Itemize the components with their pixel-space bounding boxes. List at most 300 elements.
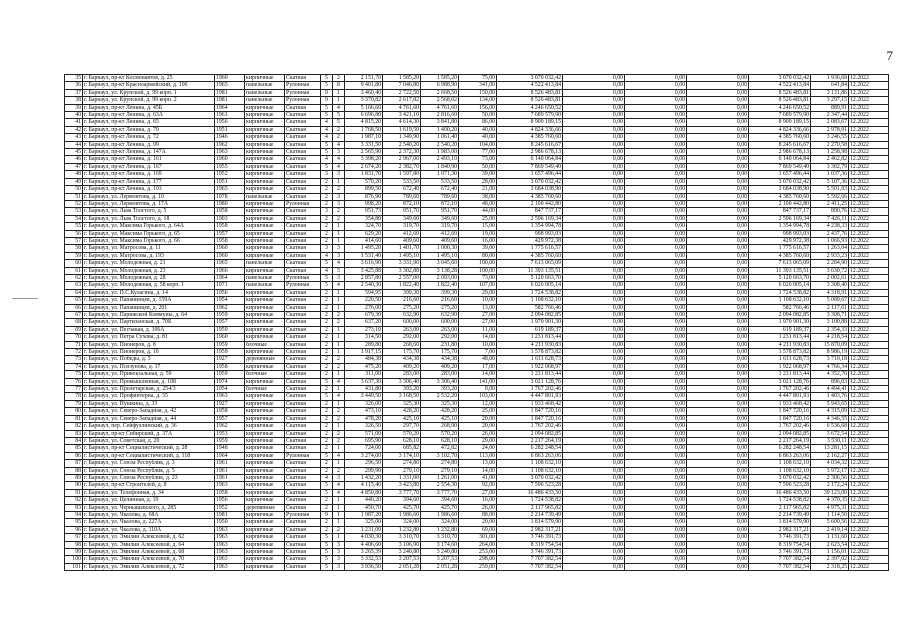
cell-completion-date: 12.2022	[849, 408, 889, 415]
cell-total-cost: 2 982 317,21	[497, 526, 563, 533]
cell-premises-area: 3 168,50	[383, 393, 421, 400]
table-row	[65, 489, 889, 496]
cell-owner-share: 0,00	[687, 437, 749, 444]
cell-total-cost: 1 847 720,16	[497, 408, 563, 415]
cell-row-number: 56	[65, 230, 83, 237]
cell-residential-area: 409,20	[421, 363, 459, 370]
cell-total-area: 951,73	[345, 208, 383, 215]
cell-budget-share: 0,00	[625, 563, 687, 570]
cell-residential-area: 275,20	[421, 304, 459, 311]
cell-residential-area: 3 240,80	[421, 549, 459, 556]
cell-budget-share: 0,00	[625, 511, 687, 518]
cell-entrances: 3	[333, 274, 345, 281]
cell-premises-area: 1 331,00	[383, 474, 421, 481]
cell-budget-share: 0,00	[625, 171, 687, 178]
cell-total-cost: 4 522 413,84	[497, 82, 563, 89]
cell-row-number: 54	[65, 215, 83, 222]
cell-roof-type: Скатная	[285, 237, 321, 244]
cell-premises-area: 4 761,60	[383, 104, 421, 111]
cell-budget-share: 0,00	[625, 534, 687, 541]
cell-wall-material: кирпичные	[245, 171, 285, 178]
cell-total-cost: 1 767 202,46	[497, 423, 563, 430]
cell-roof-type: Рулонная	[285, 274, 321, 281]
cell-fund-cost: 2 100 442,80	[749, 200, 811, 207]
cell-budget-share: 0,00	[625, 304, 687, 311]
cell-owner-share: 0,00	[687, 393, 749, 400]
cell-year-built: 1960	[215, 156, 245, 163]
cell-residential-area: 393,20	[421, 386, 459, 393]
cell-fund-share: 0,00	[563, 460, 625, 467]
cell-total-area: 998,20	[345, 200, 383, 207]
cell-residents: 26,00	[459, 430, 497, 437]
cell-row-number: 74	[65, 363, 83, 370]
cell-unit-cost: 3 297,15	[811, 97, 849, 104]
cell-total-cost: 582 766,46	[497, 304, 563, 311]
cell-completion-date: 12.2022	[849, 386, 889, 393]
cell-fund-share: 0,00	[563, 400, 625, 407]
cell-row-number: 36	[65, 82, 83, 89]
cell-address: г. Барнаул, пр-кт Ленина, д. 45Б	[83, 104, 215, 111]
cell-fund-cost: 1 231 813,44	[749, 371, 811, 378]
cell-owner-share: 0,00	[687, 549, 749, 556]
table-row	[65, 163, 889, 170]
cell-wall-material: кирпичные	[245, 149, 285, 156]
table-row	[65, 126, 889, 133]
cell-roof-type: Скатная	[285, 289, 321, 296]
cell-completion-date: 12.2022	[849, 393, 889, 400]
cell-row-number: 43	[65, 134, 83, 141]
cell-residential-area: 872,10	[421, 200, 459, 207]
cell-completion-date: 12.2022	[849, 452, 889, 459]
cell-year-built: 1965	[215, 260, 245, 267]
cell-fund-share: 0,00	[563, 467, 625, 474]
cell-residential-area: 1 071,30	[421, 171, 459, 178]
cell-entrances: 3	[333, 541, 345, 548]
cell-roof-type: Скатная	[285, 445, 321, 452]
cell-unit-cost: 2 437,76	[811, 230, 849, 237]
cell-fund-cost: 1 933 468,42	[749, 400, 811, 407]
cell-residents: 301,00	[459, 534, 497, 541]
cell-residential-area: 1 000,30	[421, 245, 459, 252]
cell-total-area: 475,20	[345, 363, 383, 370]
cell-completion-date: 12.2022	[849, 511, 889, 518]
cell-entrances: 2	[333, 415, 345, 422]
cell-residents: 16,00	[459, 497, 497, 504]
cell-floors: 2	[321, 289, 333, 296]
cell-total-area: 1 432,20	[345, 474, 383, 481]
cell-entrances: 4	[333, 482, 345, 489]
cell-completion-date: 12.2022	[849, 156, 889, 163]
cell-residents: 28,00	[459, 178, 497, 185]
cell-roof-type: Скатная	[285, 230, 321, 237]
cell-residential-area: 1 983,00	[421, 149, 459, 156]
cell-floors: 9	[321, 511, 333, 518]
cell-roof-type: Рулонная	[285, 511, 321, 518]
cell-total-area: 484,38	[345, 356, 383, 363]
cell-year-built: 1964	[215, 104, 245, 111]
cell-year-built: 1961	[215, 467, 245, 474]
cell-total-cost: 3 746 391,73	[497, 534, 563, 541]
cell-residential-area: 472,82	[421, 445, 459, 452]
cell-roof-type: Скатная	[285, 371, 321, 378]
cell-completion-date: 12.2022	[849, 200, 889, 207]
cell-entrances: 1	[333, 230, 345, 237]
cell-floors: 9	[321, 97, 333, 104]
cell-residential-area: 2 493,10	[421, 156, 459, 163]
cell-residential-area: 263,00	[421, 326, 459, 333]
cell-roof-type: Скатная	[285, 482, 321, 489]
cell-premises-area: 3 302,88	[383, 267, 421, 274]
table-row	[65, 378, 889, 385]
cell-roof-type: Скатная	[285, 178, 321, 185]
cell-owner-share: 0,00	[687, 556, 749, 563]
cell-fund-cost: 4 824 336,66	[749, 126, 811, 133]
cell-entrances: 1	[333, 289, 345, 296]
cell-residents: 75,00	[459, 75, 497, 82]
table-row	[65, 186, 889, 193]
cell-wall-material: деревянные	[245, 504, 285, 511]
cell-total-cost: 8 526 483,81	[497, 97, 563, 104]
cell-year-built: 1927	[215, 356, 245, 363]
cell-owner-share: 0,00	[687, 112, 749, 119]
table-row	[65, 134, 889, 141]
table-row	[65, 97, 889, 104]
cell-premises-area: 951,70	[383, 208, 421, 215]
cell-floors: 2	[321, 408, 333, 415]
cell-residents: 100,00	[459, 267, 497, 274]
cell-owner-share: 0,00	[687, 349, 749, 356]
cell-address: г. Барнаул, ул. Северо-Западная, д. 42	[83, 408, 215, 415]
cell-fund-cost: 1 814 579,90	[749, 519, 811, 526]
cell-entrances: 2	[333, 126, 345, 133]
cell-entrances: 4	[333, 452, 345, 459]
table-row	[65, 326, 889, 333]
cell-row-number: 72	[65, 349, 83, 356]
cell-year-built: 1960	[215, 75, 245, 82]
cell-owner-share: 0,00	[687, 423, 749, 430]
cell-entrances: 2	[333, 75, 345, 82]
cell-owner-share: 0,00	[687, 386, 749, 393]
cell-address: г. Барнаул, ул. Телефонная, д. 34	[83, 489, 215, 496]
cell-total-cost: 2 214 739,49	[497, 511, 563, 518]
cell-floors: 5	[321, 282, 333, 289]
cell-year-built: 1958	[215, 408, 245, 415]
cell-total-cost: 1 108 632,10	[497, 460, 563, 467]
cell-total-area: 450,70	[345, 504, 383, 511]
cell-roof-type: Скатная	[285, 437, 321, 444]
cell-premises-area: 3 310,70	[383, 534, 421, 541]
cell-budget-share: 0,00	[625, 193, 687, 200]
cell-fund-cost: 1 231 813,44	[749, 334, 811, 341]
cell-budget-share: 0,00	[625, 252, 687, 259]
cell-residents: 11,00	[459, 326, 497, 333]
cell-residential-area: 1 986,60	[421, 511, 459, 518]
cell-total-area: 2 674,20	[345, 163, 383, 170]
cell-fund-cost: 2 217 264,19	[749, 437, 811, 444]
cell-completion-date: 12.2022	[849, 378, 889, 385]
cell-owner-share: 0,00	[687, 104, 749, 111]
cell-entrances: 4	[333, 282, 345, 289]
cell-total-cost: 6 863 263,06	[497, 452, 563, 459]
cell-entrances: 1	[333, 519, 345, 526]
table-row	[65, 511, 889, 518]
cell-fund-cost: 1 767 202,46	[749, 386, 811, 393]
cell-roof-type: Скатная	[285, 304, 321, 311]
cell-year-built: 1962	[215, 304, 245, 311]
cell-total-area: 326,00	[345, 400, 383, 407]
cell-total-cost: 4 246 650,52	[497, 104, 563, 111]
cell-completion-date: 12.2022	[849, 504, 889, 511]
cell-wall-material: кирпичные	[245, 408, 285, 415]
cell-total-cost: 3 684 038,90	[497, 186, 563, 193]
cell-row-number: 58	[65, 245, 83, 252]
cell-total-cost: 1 578 873,82	[497, 349, 563, 356]
cell-roof-type: Скатная	[285, 534, 321, 541]
cell-unit-cost: 1 066,93	[811, 237, 849, 244]
cell-wall-material: кирпичные	[245, 215, 285, 222]
cell-residents: 48,00	[459, 200, 497, 207]
cell-roof-type: Скатная	[285, 378, 321, 385]
cell-residents: 92,00	[459, 482, 497, 489]
cell-roof-type: Скатная	[285, 104, 321, 111]
cell-residents: 113,00	[459, 452, 497, 459]
cell-row-number: 84	[65, 437, 83, 444]
table-row	[65, 112, 889, 119]
cell-fund-cost: 7 689 579,90	[749, 112, 811, 119]
cell-fund-share: 0,00	[563, 156, 625, 163]
cell-fund-share: 0,00	[563, 312, 625, 319]
cell-entrances: 4	[333, 260, 345, 267]
cell-floors: 2	[321, 349, 333, 356]
cell-owner-share: 0,00	[687, 319, 749, 326]
cell-floors: 4	[321, 119, 333, 126]
cell-owner-share: 0,00	[687, 297, 749, 304]
cell-entrances: 4	[333, 393, 345, 400]
cell-fund-cost: 6 863 263,06	[749, 452, 811, 459]
cell-residential-area: 1 840,90	[421, 163, 459, 170]
cell-fund-cost: 619 189,37	[749, 326, 811, 333]
cell-total-cost: 6 282 248,54	[497, 445, 563, 452]
cell-unit-cost: 2 978,91	[811, 126, 849, 133]
cell-floors: 2	[321, 230, 333, 237]
table-row	[65, 415, 889, 422]
cell-roof-type: Скатная	[285, 126, 321, 133]
cell-row-number: 75	[65, 371, 83, 378]
cell-premises-area: 425,10	[383, 415, 421, 422]
cell-address: г. Барнаул, ул. Папанинцев, д. 201	[83, 304, 215, 311]
cell-address: г. Барнаул, ул. Чернышевского, д. 285	[83, 504, 215, 511]
cell-total-cost: 2 217 264,19	[497, 437, 563, 444]
cell-completion-date: 12.2022	[849, 252, 889, 259]
cell-year-built: 1963	[215, 563, 245, 570]
cell-entrances: 3	[333, 563, 345, 570]
cell-floors: 3	[321, 171, 333, 178]
cell-floors: 2	[321, 519, 333, 526]
cell-row-number: 78	[65, 393, 83, 400]
cell-roof-type: Скатная	[285, 356, 321, 363]
cell-wall-material: деревянные	[245, 356, 285, 363]
cell-fund-share: 0,00	[563, 126, 625, 133]
cell-floors: 5	[321, 141, 333, 148]
cell-fund-share: 0,00	[563, 504, 625, 511]
cell-total-area: 4 115,40	[345, 482, 383, 489]
cell-fund-cost: 7 596 523,28	[749, 482, 811, 489]
cell-unit-cost: 2 306,56	[811, 474, 849, 481]
table-row	[65, 119, 889, 126]
cell-entrances: 2	[333, 215, 345, 222]
cell-year-built: 1963	[215, 556, 245, 563]
cell-entrances: 1	[333, 237, 345, 244]
table-row	[65, 215, 889, 222]
cell-address: г. Барнаул, ул. Крупской, д. 99 корп. 1	[83, 89, 215, 96]
cell-residential-area: 3 045,60	[421, 260, 459, 267]
cell-year-built: 1955	[215, 163, 245, 170]
cell-floors: 2	[321, 200, 333, 207]
cell-total-area: 571,00	[345, 430, 383, 437]
cell-fund-share: 0,00	[563, 393, 625, 400]
cell-floors: 5	[321, 556, 333, 563]
cell-wall-material: панельные	[245, 193, 285, 200]
cell-roof-type: Скатная	[285, 408, 321, 415]
cell-residents: 73,00	[459, 274, 497, 281]
cell-address: г. Барнаул, ул. Северо-Западная, д. 44	[83, 415, 215, 422]
cell-year-built: 1953	[215, 430, 245, 437]
cell-residential-area: 3 174,60	[421, 541, 459, 548]
cell-roof-type: Скатная	[285, 245, 321, 252]
cell-total-area: 724,00	[345, 445, 383, 452]
cell-budget-share: 0,00	[625, 208, 687, 215]
cell-completion-date: 12.2022	[849, 430, 889, 437]
cell-total-cost: 4 385 760,60	[497, 134, 563, 141]
cell-budget-share: 0,00	[625, 437, 687, 444]
cell-fund-share: 0,00	[563, 215, 625, 222]
cell-owner-share: 0,00	[687, 274, 749, 281]
cell-owner-share: 0,00	[687, 445, 749, 452]
table-row	[65, 312, 889, 319]
cell-roof-type: Рулонная	[285, 452, 321, 459]
cell-premises-area: 425,70	[383, 504, 421, 511]
cell-row-number: 85	[65, 445, 83, 452]
cell-entrances: 1	[333, 89, 345, 96]
cell-residents: 141,00	[459, 378, 497, 385]
cell-row-number: 89	[65, 474, 83, 481]
cell-address: г. Барнаул, ул. Эмилии Алексеевой, д. 72	[83, 563, 215, 570]
cell-address: г. Барнаул, ул. П.С.Кулагина, д. 14	[83, 289, 215, 296]
cell-owner-share: 0,00	[687, 156, 749, 163]
cell-roof-type: Скатная	[285, 415, 321, 422]
cell-entrances: 3	[333, 474, 345, 481]
cell-total-area: 273,10	[345, 326, 383, 333]
cell-address: г. Барнаул, ул. Советская, д. 20	[83, 437, 215, 444]
cell-year-built: 1958	[215, 237, 245, 244]
cell-completion-date: 12.2022	[849, 482, 889, 489]
cell-residential-area: 4 761,60	[421, 104, 459, 111]
cell-address: г. Барнаул, пр-кт Ленина, д. 63А	[83, 112, 215, 119]
cell-row-number: 96	[65, 526, 83, 533]
cell-owner-share: 0,00	[687, 467, 749, 474]
cell-completion-date: 12.2022	[849, 267, 889, 274]
table-row	[65, 349, 889, 356]
cell-wall-material: кирпичные	[245, 334, 285, 341]
cell-premises-area: 393,20	[383, 386, 421, 393]
table-row	[65, 400, 889, 407]
cell-row-number: 38	[65, 97, 83, 104]
cell-wall-material: кирпичные	[245, 549, 285, 556]
cell-fund-cost: 1 767 202,46	[749, 423, 811, 430]
cell-year-built: 1966	[215, 267, 245, 274]
cell-address: г. Барнаул, ул. Молодежная, д. 58 корп. 1	[83, 282, 215, 289]
cell-residential-area: 2 668,50	[421, 89, 459, 96]
cell-premises-area: 1 619,50	[383, 126, 421, 133]
cell-total-area: 1 495,20	[345, 245, 383, 252]
cell-premises-area: 412,60	[383, 230, 421, 237]
cell-row-number: 76	[65, 378, 83, 385]
cell-completion-date: 12.2022	[849, 415, 889, 422]
cell-fund-share: 0,00	[563, 141, 625, 148]
cell-premises-area: 672,40	[383, 186, 421, 193]
cell-address: г. Барнаул, ул. Целинная, д. 19	[83, 497, 215, 504]
cell-floors: 2	[321, 400, 333, 407]
cell-wall-material: кирпичные	[245, 534, 285, 541]
cell-entrances: 4	[333, 489, 345, 496]
cell-total-area: 1 231,00	[345, 526, 383, 533]
cell-year-built: 1963	[215, 149, 245, 156]
cell-address: г. Барнаул, пр-кт Социалистический, д. 118	[83, 452, 215, 459]
cell-premises-area: 394,60	[383, 497, 421, 504]
cell-fund-cost: 3 021 128,76	[749, 378, 811, 385]
cell-row-number: 100	[65, 556, 83, 563]
table-row	[65, 156, 889, 163]
cell-fund-cost: 4 447 801,93	[749, 393, 811, 400]
cell-completion-date: 12.2022	[849, 474, 889, 481]
cell-residential-area: 283,00	[421, 371, 459, 378]
cell-residents: 264,00	[459, 541, 497, 548]
cell-unit-cost: 1 156,01	[811, 549, 849, 556]
cell-budget-share: 0,00	[625, 186, 687, 193]
cell-total-cost: 5 120 663,70	[497, 274, 563, 281]
cell-residents: 9,00	[459, 386, 497, 393]
cell-roof-type: Скатная	[285, 319, 321, 326]
cell-budget-share: 0,00	[625, 97, 687, 104]
cell-wall-material: кирпичные	[245, 126, 285, 133]
cell-roof-type: Скатная	[285, 156, 321, 163]
cell-premises-area: 1 401,70	[383, 245, 421, 252]
cell-completion-date: 12.2022	[849, 549, 889, 556]
cell-owner-share: 0,00	[687, 363, 749, 370]
cell-total-area: 220,50	[345, 297, 383, 304]
cell-wall-material: кирпичные	[245, 423, 285, 430]
cell-completion-date: 12.2022	[849, 186, 889, 193]
cell-budget-share: 0,00	[625, 349, 687, 356]
cell-floors: 2	[321, 186, 333, 193]
cell-year-built: 1960	[215, 334, 245, 341]
cell-owner-share: 0,00	[687, 282, 749, 289]
cell-completion-date: 12.2022	[849, 334, 889, 341]
table-row	[65, 467, 889, 474]
cell-wall-material: кирпичные	[245, 119, 285, 126]
cell-unit-cost: 5 592,66	[811, 193, 849, 200]
cell-fund-share: 0,00	[563, 89, 625, 96]
cell-residents: 25,00	[459, 408, 497, 415]
cell-residents: 27,00	[459, 489, 497, 496]
cell-premises-area: 3 196,90	[383, 541, 421, 548]
cell-residents: 27,00	[459, 312, 497, 319]
cell-fund-share: 0,00	[563, 341, 625, 348]
cell-residents: 40,00	[459, 126, 497, 133]
cell-residential-area: 1 061,40	[421, 134, 459, 141]
cell-premises-area: 2 967,00	[383, 156, 421, 163]
cell-wall-material: панельные	[245, 82, 285, 89]
